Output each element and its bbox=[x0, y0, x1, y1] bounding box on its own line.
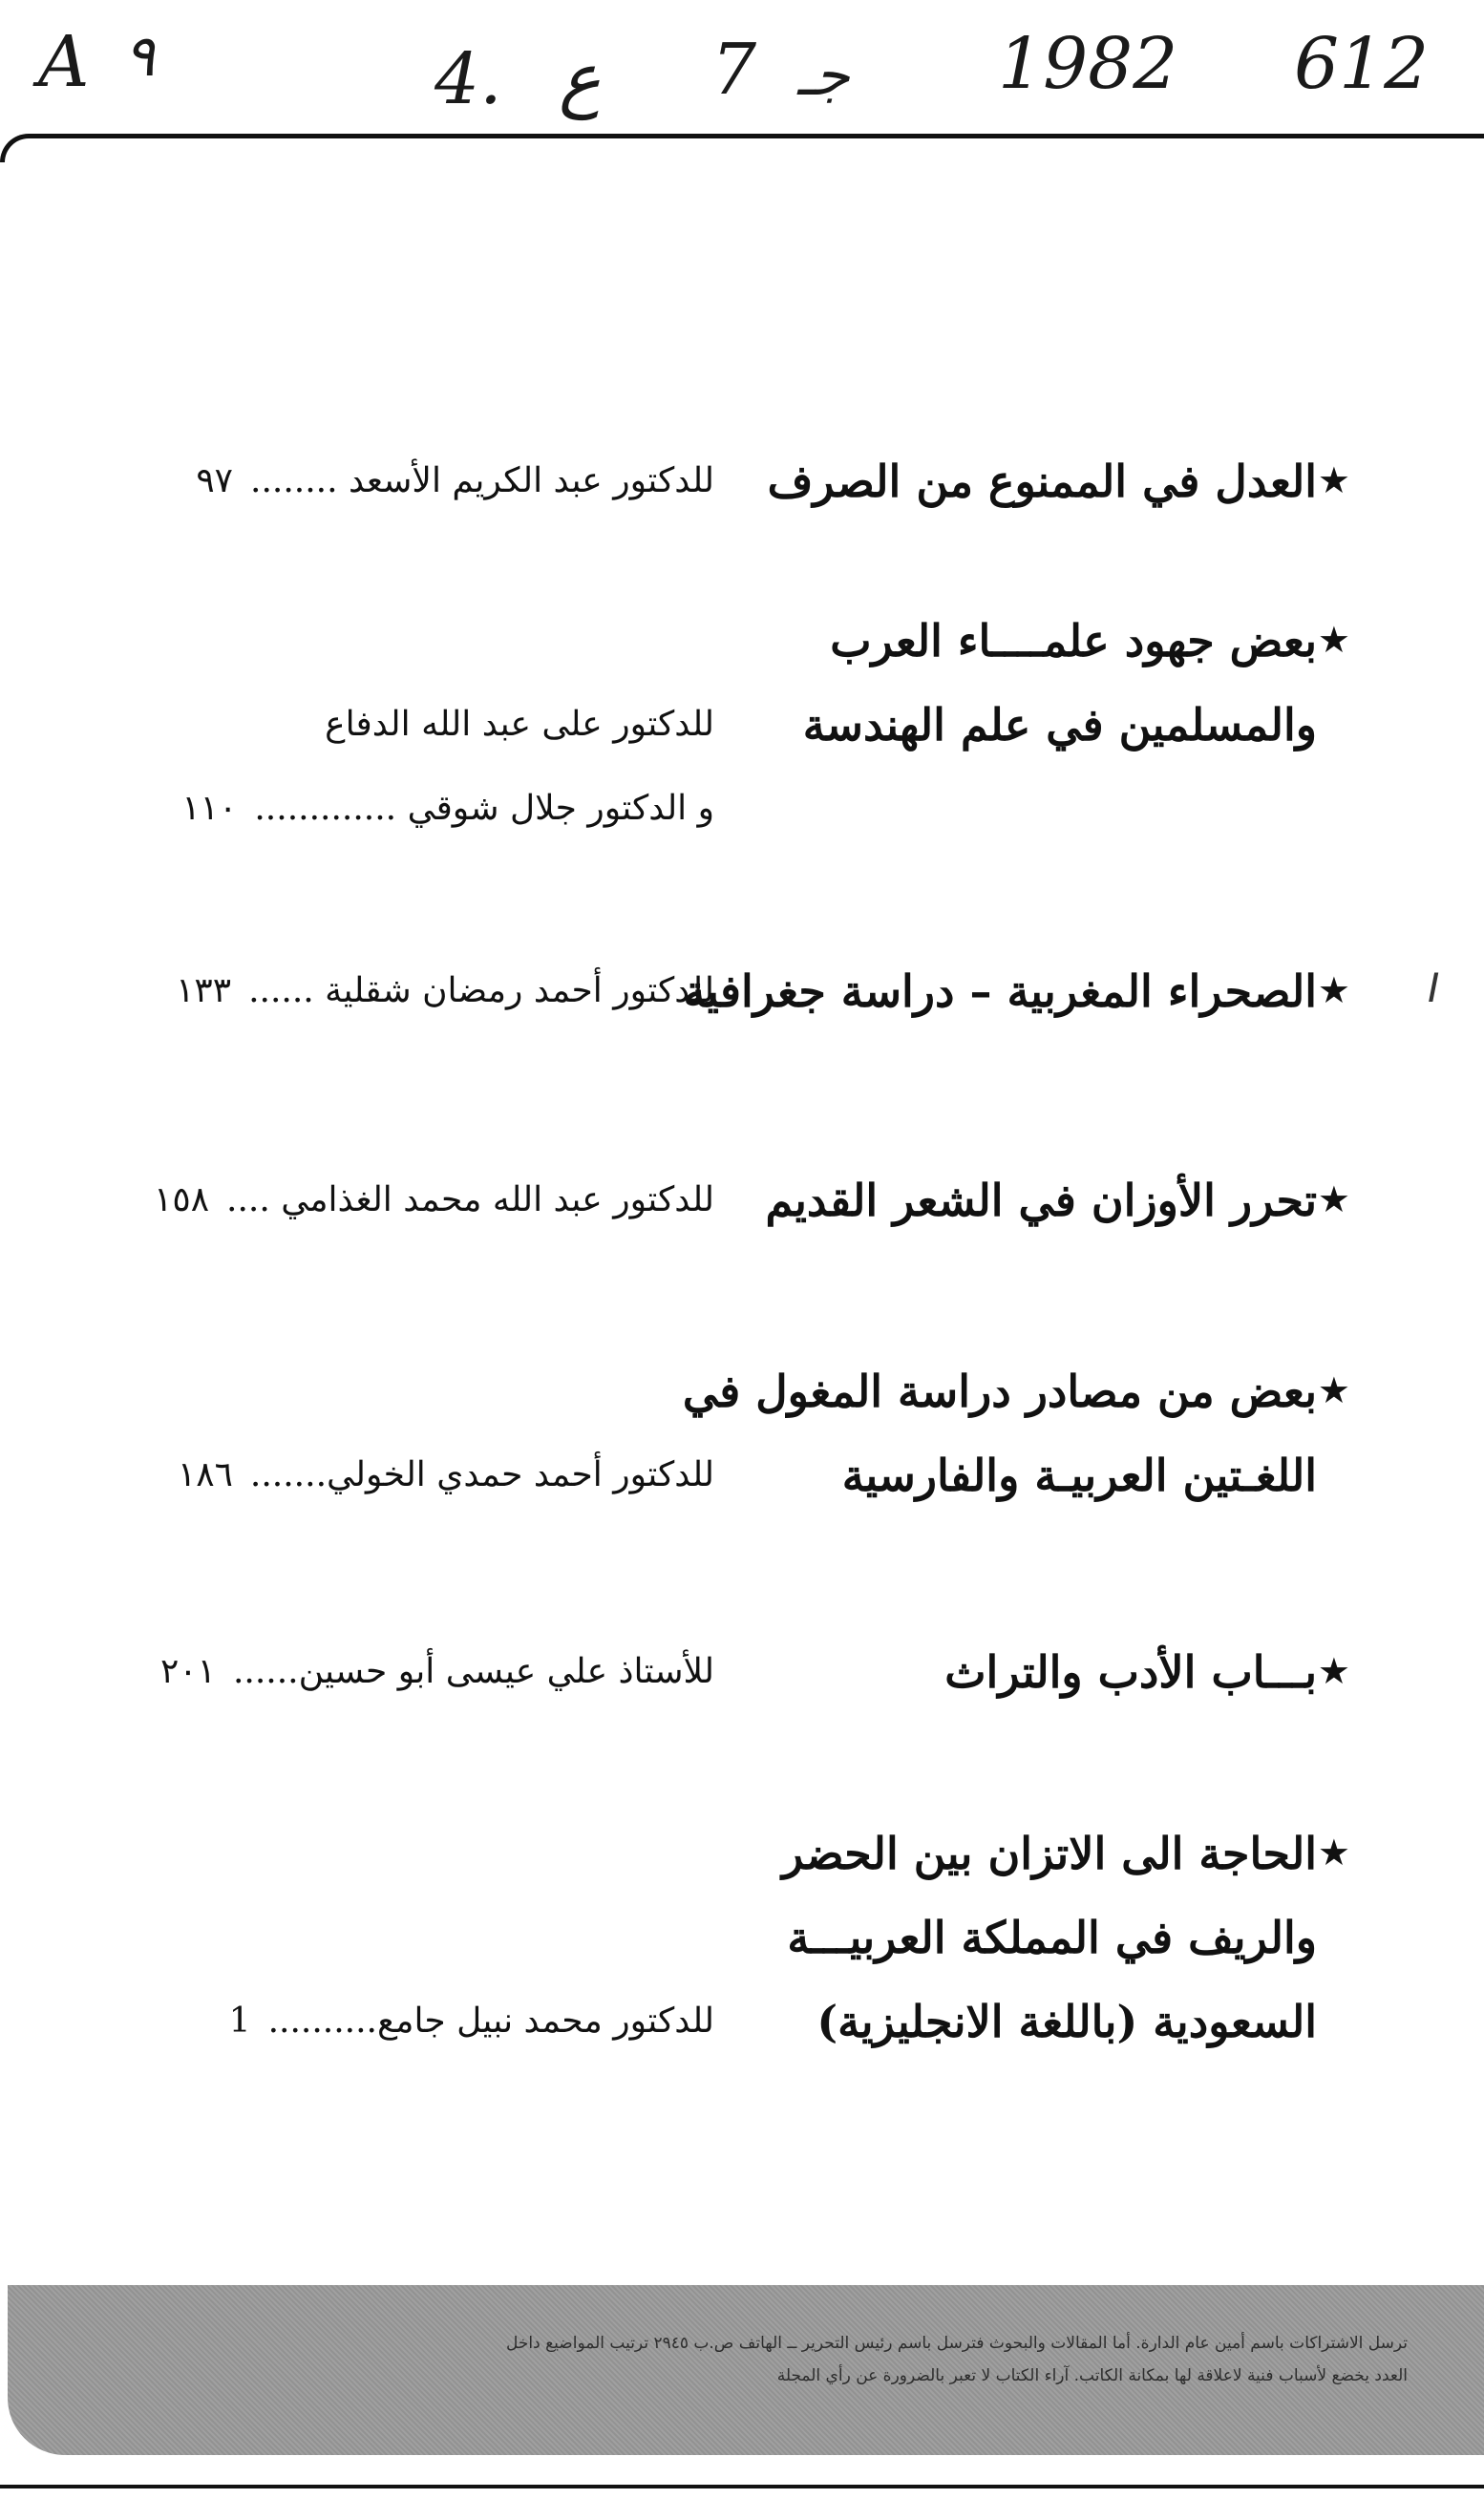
article-author bbox=[8, 683, 714, 851]
handwritten-volume: 4. bbox=[435, 38, 502, 120]
article-title: الصحراء المغربية – دراسة جغرافية bbox=[683, 965, 1317, 1017]
author-name: للدكتور على عبد الله الدفاع bbox=[325, 705, 714, 744]
author-name: للدكتور محمد نبيل جامع.......... bbox=[267, 2001, 714, 2041]
footer-notice-text: ترسل الاشتراكات باسم أمين عام الدارة. أما المقالات والبحوث فترسل باسم رئيس التحرير ــ الهاتف ص.ب ٢٩٤٥ ترتيب المواضيع داخل العدد يخضع لأسباب فنية لاعلاقة لها بمكانة الكاتب. آراء الكتاب لا تعبر بالضرورة عن رأي المجلة bbox=[506, 2334, 1408, 2385]
article-title: بـــاب الأدب والتراث bbox=[944, 1646, 1317, 1698]
page-frame-top bbox=[0, 134, 1484, 162]
author-name: للأستاذ علي عيسى أبو حسين...... bbox=[232, 1652, 714, 1691]
star-bullet-icon: ★ bbox=[1317, 1650, 1350, 1692]
handwritten-issue: 7 bbox=[711, 29, 757, 111]
handwritten-reference: 612 bbox=[1294, 23, 1430, 105]
article-author bbox=[8, 1630, 714, 1714]
page-number: ١٨٦ bbox=[177, 1455, 233, 1494]
author-name: للدكتور أحمد رمضان شقلية ...... bbox=[248, 971, 714, 1010]
author-name: للدكتور عبد الله محمد الغذامي .... bbox=[226, 1180, 714, 1219]
star-bullet-icon: ★ bbox=[1317, 1369, 1350, 1411]
star-bullet-icon: ★ bbox=[1317, 1832, 1350, 1874]
article-title: بعض جهود علمــــاء العرب والمسلمين في علم الهندسة bbox=[802, 615, 1317, 751]
handwritten-margin-mark: I bbox=[1428, 964, 1440, 1011]
article-title: تحرر الأوزان في الشعر القديم bbox=[765, 1175, 1317, 1226]
article-title: العدل في الممنوع من الصرف bbox=[767, 455, 1317, 507]
page-number: ١١٠ bbox=[181, 789, 238, 828]
footer-notice-band bbox=[8, 2285, 1484, 2455]
article-author bbox=[8, 1433, 714, 1517]
page-number: ١٥٨ bbox=[154, 1180, 210, 1219]
handwritten-issue-suffix: جـ bbox=[797, 42, 850, 109]
page-number: ٩٧ bbox=[196, 461, 234, 500]
star-bullet-icon: ★ bbox=[1317, 1178, 1350, 1220]
handwritten-number: ع bbox=[559, 38, 602, 120]
article-author bbox=[8, 1980, 714, 2064]
handwritten-code: A bbox=[38, 21, 90, 103]
page-number: ٢٠١ bbox=[159, 1652, 216, 1691]
page-number: 1 bbox=[228, 2001, 251, 2041]
article-author bbox=[8, 439, 714, 523]
handwritten-year: 1982 bbox=[998, 23, 1178, 105]
star-bullet-icon: ★ bbox=[1317, 969, 1350, 1011]
article-author bbox=[8, 1158, 714, 1242]
author-name: و الدكتور جلال شوقي ............. bbox=[254, 789, 714, 828]
article-title: الحاجة الى الاتزان بين الحضر والريف في المملكة العربيـــة السعودية (باللغة الانجليزية) bbox=[781, 1828, 1317, 2047]
article-title: بعض من مصادر دراسة المغول في اللغـتين العربيـة والفارسية bbox=[682, 1366, 1317, 1501]
star-bullet-icon: ★ bbox=[1317, 459, 1350, 501]
page-number: ١٣٣ bbox=[176, 971, 232, 1010]
author-name: للدكتور أحمد حمدي الخولي....... bbox=[249, 1455, 714, 1494]
page-frame-bottom bbox=[0, 2485, 1484, 2488]
star-bullet-icon: ★ bbox=[1317, 619, 1350, 661]
article-author bbox=[8, 949, 714, 1033]
author-name: للدكتور عبد الكريم الأسعد ........ bbox=[250, 461, 714, 500]
handwritten-mark: ٩ bbox=[124, 23, 156, 90]
